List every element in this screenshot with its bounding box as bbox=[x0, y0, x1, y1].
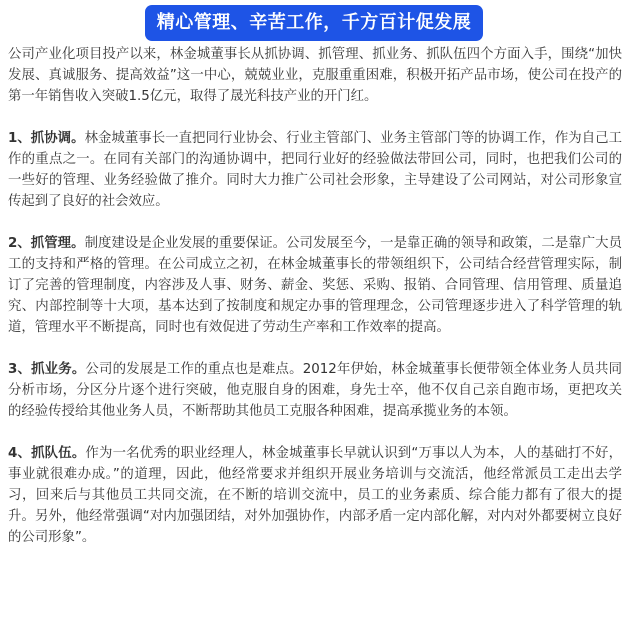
section-body: 作为一名优秀的职业经理人，林金城董事长早就认识到“万事以人为本，人的基础打不好，事业就很难办成。”的道理，因此，他经常要求并组织开展业务培训与交流活，他经常派员工走出去学习，回来后与其他员工共同交流，在不断的培训交流中，员工的业务素质、综合能力都有了很大的提升。另外，他经常强调“对内加强团结，对外加强协作，内部矛盾一定内部化解，对内对外都要树立良好的公司形象”。 bbox=[8, 446, 622, 545]
section-coordination bbox=[8, 128, 622, 212]
section-management bbox=[8, 233, 622, 338]
article-body bbox=[8, 44, 622, 548]
banner-title: 精心管理、辛苦工作，千方百计促发展 bbox=[145, 5, 484, 41]
section-body: 公司的发展是工作的重点也是难点。2012年伊始，林金城董事长便带领全体业务人员共同分析市场，分区分片逐个进行突破，他克服自身的困难，身先士卒，他不仅自己亲自跑市场，更把攻关的经验传授给其他业务人员，不断帮助其他员工克服各种困难，提高承揽业务的本领。 bbox=[8, 362, 622, 419]
section-body: 制度建设是企业发展的重要保证。公司发展至今，一是靠正确的领导和政策，二是靠广大员工的支持和严格的管理。在公司成立之初，在林金城董事长的带领组织下，公司结合经营管理实际，制订了完善的管理制度，内容涉及人事、财务、薪金、奖惩、采购、报销、合同管理、信用管理、质量追究、内部控制等十大项，基本达到了按制度和规定办事的管理理念，公司管理逐步进入了科学管理的轨道，管理水平不断提高，同时也有效促进了劳动生产率和工作效率的提高。 bbox=[8, 236, 622, 335]
section-body: 林金城董事长一直把同行业协会、行业主管部门、业务主管部门等的协调工作，作为自己工作的重点之一。在同有关部门的沟通协调中，把同行业好的经验做法带回公司，同时，也把我们公司的一些好的管理、业务经验做了推介。同时大力推广公司社会形象，主导建设了公司网站，对公司形象宣传起到了良好的社会效应。 bbox=[8, 131, 622, 209]
section-heading: 3、抓业务。 bbox=[8, 362, 86, 377]
section-heading: 4、抓队伍。 bbox=[8, 446, 86, 461]
section-heading: 1、抓协调。 bbox=[8, 131, 85, 146]
section-heading: 2、抓管理。 bbox=[8, 236, 85, 251]
section-business bbox=[8, 359, 622, 422]
banner-container bbox=[0, 5, 628, 41]
section-team bbox=[8, 443, 622, 548]
intro-paragraph: 公司产业化项目投产以来，林金城董事长从抓协调、抓管理、抓业务、抓队伍四个方面入手，围绕“加快发展、真诚服务、提高效益”这一中心，兢兢业业，克服重重困难，积极开拓产品市场，使公司在投产的第一年销售收入突破1.5亿元，取得了晟光科技产业的开门红。 bbox=[8, 47, 622, 104]
